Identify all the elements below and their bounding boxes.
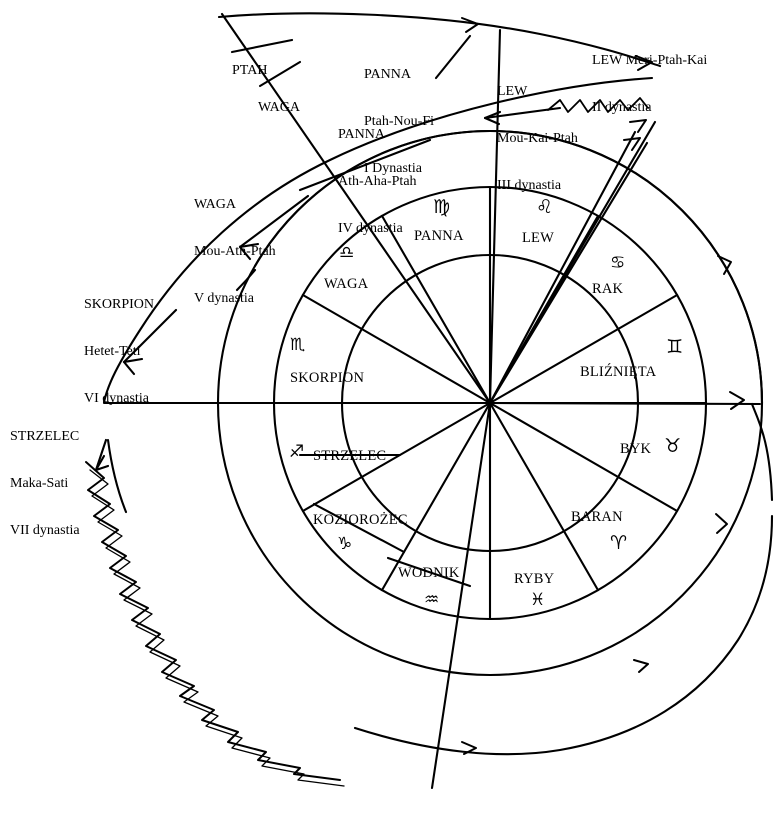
annotation-skorpion-vi	[84, 266, 154, 438]
sector-label-wodnik: WODNIK	[398, 565, 460, 581]
annotation-waga-v-line-3: V dynastia	[194, 291, 255, 307]
zodiac-glyph-pisces: ♓	[530, 590, 546, 610]
annotation-panna-i-line-2: Ptah-Nou-Fi	[364, 114, 434, 130]
annotation-panna-iv	[338, 96, 417, 268]
annotation-waga-v-line-2: Mou-Ath-Ptah	[194, 244, 276, 260]
sector-label-panna: PANNA	[414, 228, 464, 244]
zodiac-glyph-libra: ♎	[339, 243, 355, 263]
annotation-skorpion-vi-line-2: Hetet-Teti	[84, 344, 141, 360]
annotation-skorpion-vi-line-3: VI dynastia	[84, 391, 149, 407]
sector-label-skorpion: SKORPION	[290, 370, 365, 386]
sector-label-lew: LEW	[522, 230, 555, 246]
zodiac-glyph-cancer: ♋	[610, 253, 626, 273]
annotation-lew-ii-line-2: II dynastia	[592, 100, 652, 116]
annotation-waga-small	[258, 69, 300, 147]
annotation-ptah-line-1: PTAH	[232, 63, 268, 79]
zodiac-glyph-aries: ♈	[610, 532, 628, 554]
zodiac-glyph-leo: ♌	[536, 196, 554, 218]
annotation-strzelec-vii-line-2: Maka-Sati	[10, 476, 69, 492]
annotation-waga-small-line-1: WAGA	[258, 100, 300, 116]
sector-label-strzelec: STRZELEC	[313, 448, 387, 464]
annotation-panna-i-line-3: I Dynastia	[364, 161, 422, 177]
annotation-waga-v	[194, 166, 276, 338]
annotation-lew-ii	[592, 22, 707, 147]
annotation-strzelec-vii-line-1: STRZELEC	[10, 429, 80, 445]
annotation-lew-iii-line-3: III dynastia	[497, 178, 562, 194]
sector-label-baran: BARAN	[571, 509, 623, 525]
zodiac-glyph-sagittarius: ♐	[289, 442, 305, 462]
zodiac-glyph-aquarius: ♒	[424, 590, 440, 610]
annotation-panna-iv-line-1: PANNA	[338, 127, 385, 143]
sector-label-waga: WAGA	[324, 276, 369, 292]
annotation-waga-v-line-1: WAGA	[194, 197, 236, 213]
zodiac-glyph-scorpio: ♏	[290, 335, 306, 355]
sector-label-byk: BYK	[620, 441, 652, 457]
sector-label-rak: RAK	[592, 281, 624, 297]
zodiac-glyph-taurus: ♉	[664, 435, 682, 457]
annotation-panna-iv-line-2: Ath-Aha-Ptah	[338, 174, 417, 190]
zodiac-glyph-capricorn: ♑	[337, 534, 353, 554]
annotation-lew-iii	[497, 53, 578, 225]
zodiac-glyph-gemini: ♊	[666, 336, 684, 358]
annotation-lew-iii-line-2: Mou-Kai-Ptah	[497, 131, 578, 147]
annotation-skorpion-vi-line-1: SKORPION	[84, 297, 155, 313]
sector-label-ryby: RYBY	[514, 571, 555, 587]
sector-label-blizniteta: BLIŹNIĘTA	[580, 364, 657, 380]
sector-label-koziorozec: KOZIOROŻEC	[313, 512, 408, 528]
annotation-panna-iv-line-3: IV dynastia	[338, 221, 403, 237]
annotation-lew-ii-line-1: LEW Meri-Ptah-Kai	[592, 53, 708, 69]
annotation-strzelec-vii	[10, 398, 80, 570]
annotation-panna-i-line-1: PANNA	[364, 67, 411, 83]
annotation-lew-iii-line-1: LEW	[497, 84, 528, 100]
annotation-strzelec-vii-line-3: VII dynastia	[10, 523, 80, 539]
zodiac-glyph-virgo: ♍	[433, 196, 451, 218]
